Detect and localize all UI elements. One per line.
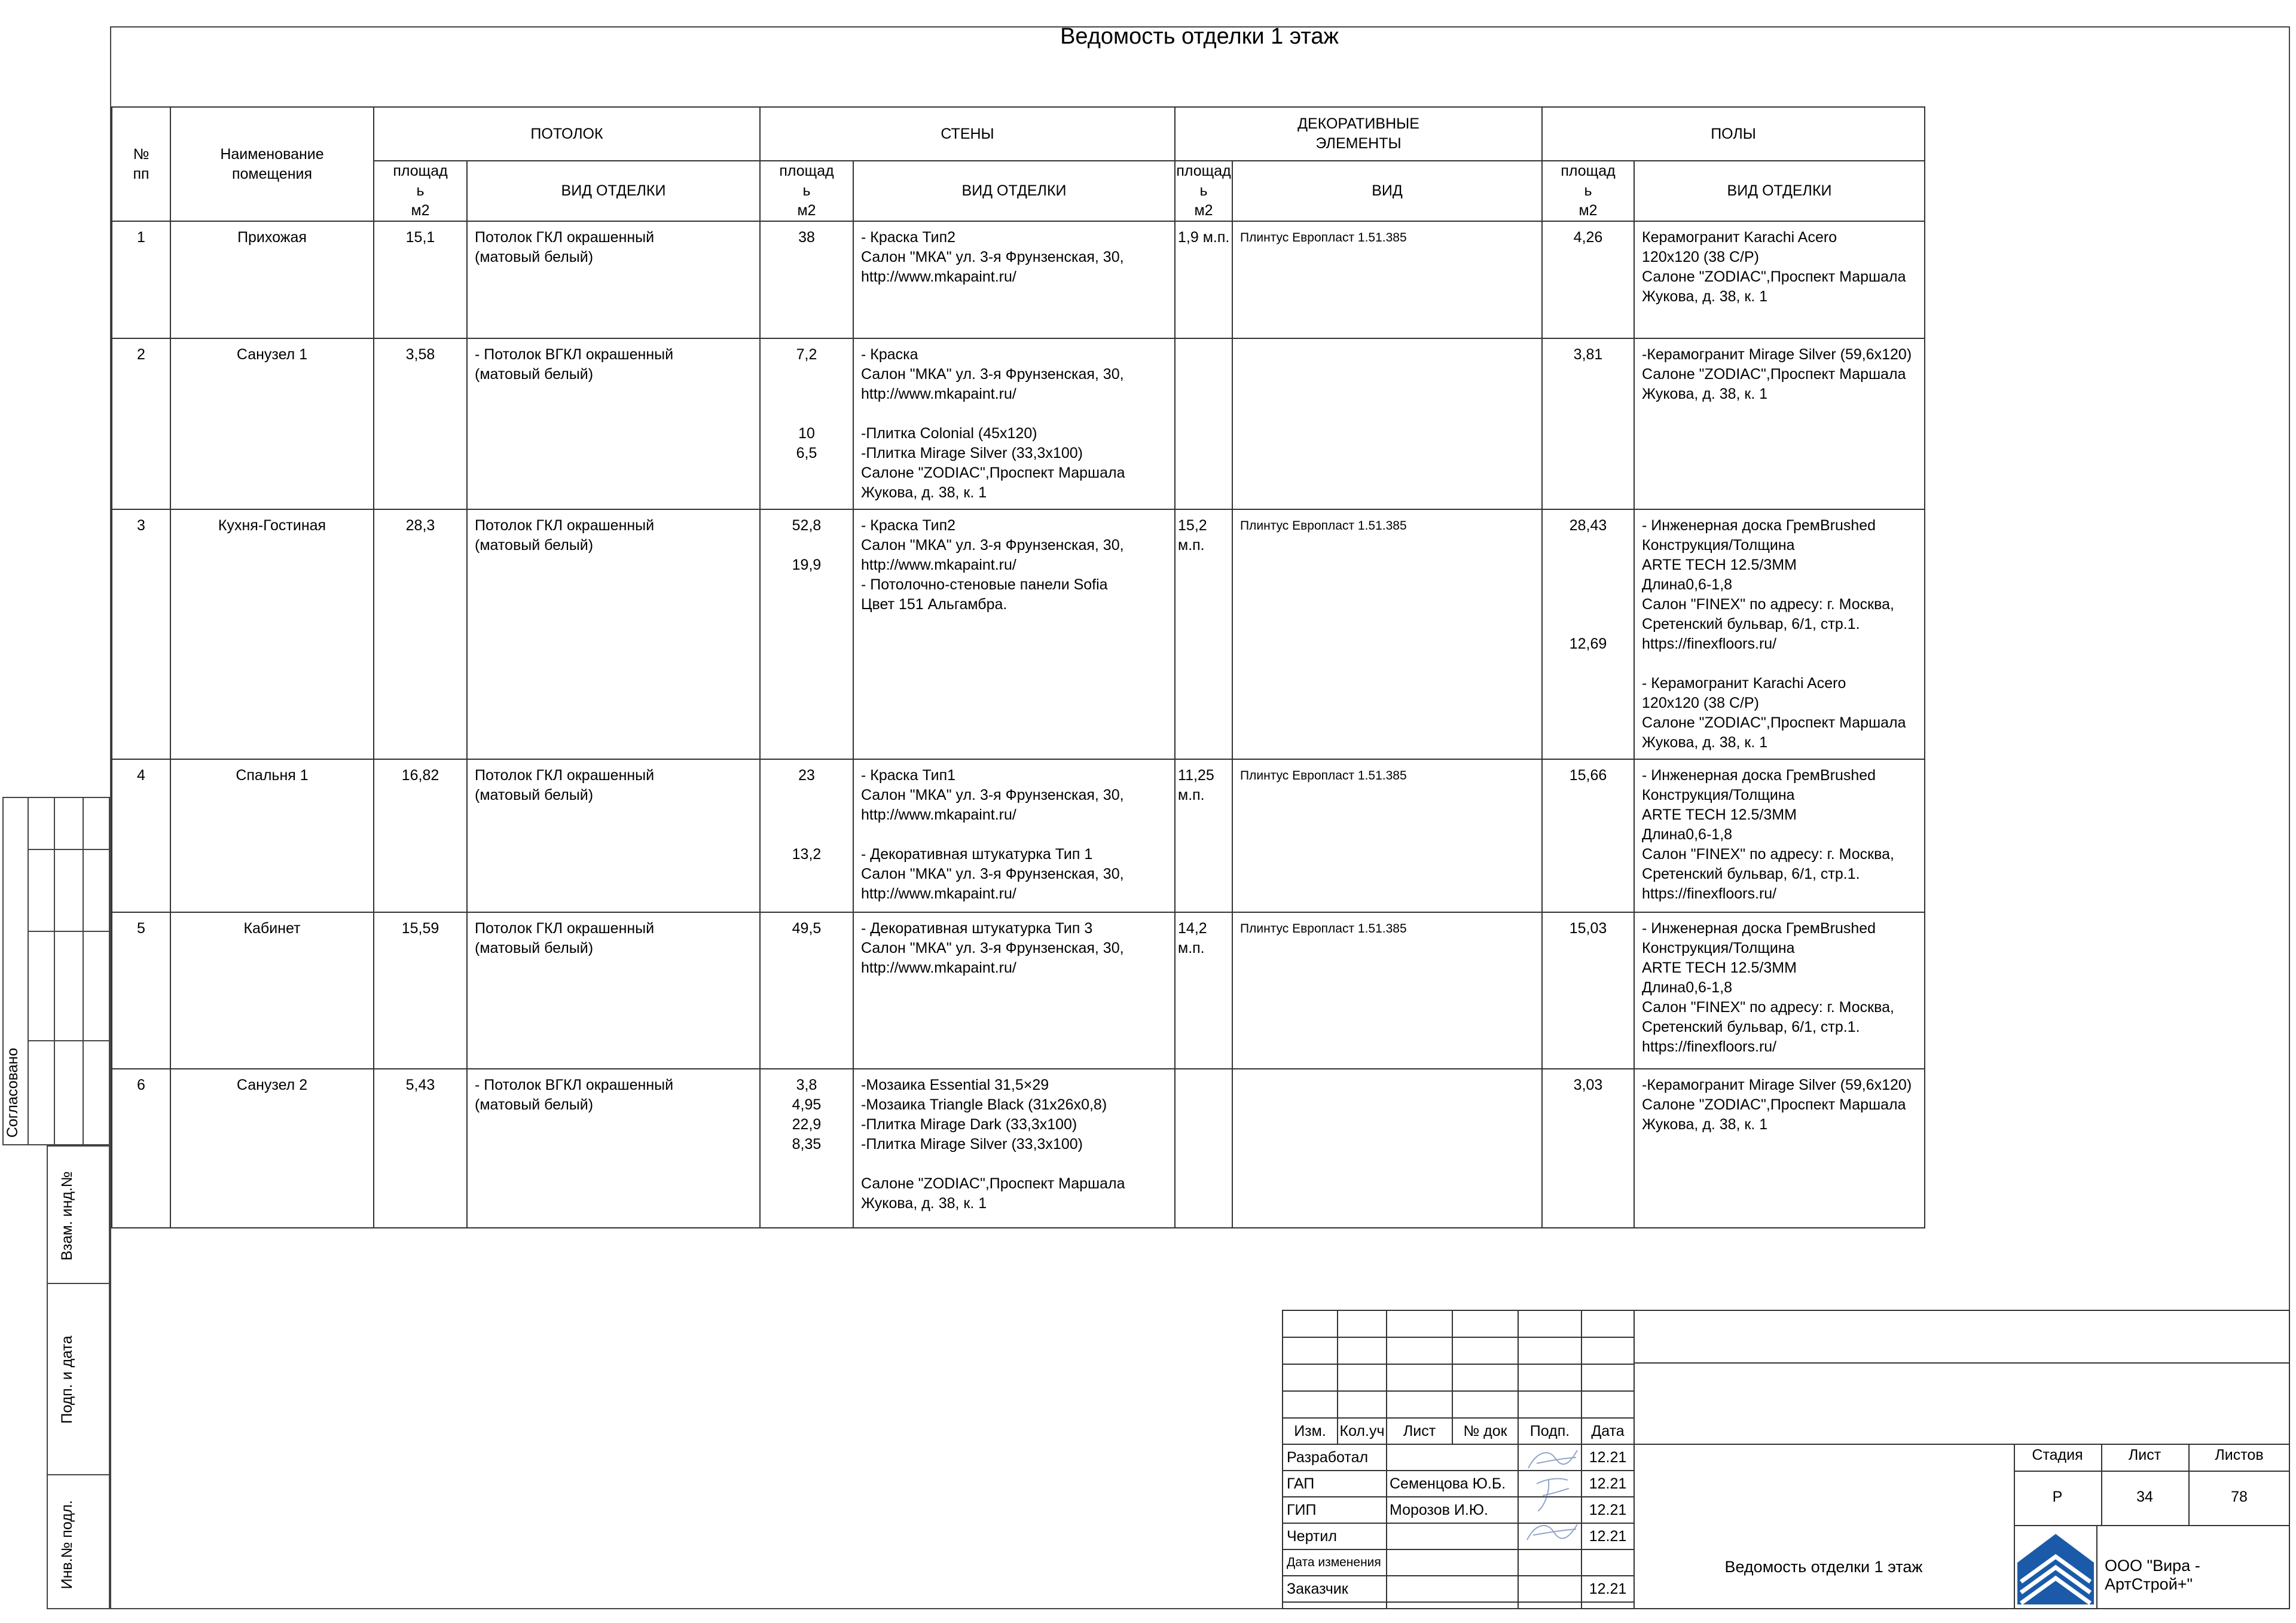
finish-schedule-table bbox=[111, 106, 1925, 1228]
header-room-name: Наименование помещения bbox=[170, 107, 374, 221]
table-row bbox=[112, 338, 1925, 509]
cell-d-kind bbox=[1232, 1069, 1542, 1228]
cell-d-area bbox=[1175, 338, 1232, 509]
sheet-value: 34 bbox=[2136, 1488, 2153, 1505]
cell-d-kind: Плинтус Европласт 1.51.385 bbox=[1232, 221, 1542, 338]
cell-w-finish: - Краска Тип2 Салон "МКА" ул. 3-я Фрунзенская, 30, http://www.mkapaint.ru/ - Потолочно-стеновые панели Sofia Цвет 151 Альгамбра. bbox=[853, 509, 1175, 759]
stamp-person bbox=[1387, 1576, 1518, 1602]
stamp-role: ГАП bbox=[1283, 1471, 1387, 1497]
cell-f-finish: -Керамогранит Mirage Silver (59,6x120) Салоне "ZODIAC",Проспект Маршала Жукова, д. 38, к. 1 bbox=[1634, 1069, 1925, 1228]
table-row bbox=[112, 509, 1925, 759]
stamp-role: ГИП bbox=[1283, 1497, 1387, 1523]
cell-w-finish: -Мозаика Essential 31,5×29 -Мозаика Triangle Black (31x26x0,8) -Плитка Mirage Dark (33,3x100) -Плитка Mirage Silver (33,3x100) Салоне "ZODIAC",Проспект Маршала Жукова, д. 38, к. 1 bbox=[853, 1069, 1175, 1228]
cell-num: 5 bbox=[112, 912, 170, 1069]
cell-name: Спальня 1 bbox=[170, 759, 374, 912]
table-row bbox=[112, 221, 1925, 338]
stamp-person bbox=[1387, 1523, 1518, 1549]
table-row bbox=[112, 1069, 1925, 1228]
agreed-label: Согласовано bbox=[4, 1047, 21, 1138]
stamp-date: 12.21 bbox=[1581, 1497, 1634, 1523]
cell-f-finish: - Инженерная доска ГремBrushed Конструкция/Толщина ARTE TECH 12.5/3MM Длина0,6-1,8 Салон "FINEX" по адресу: г. Москва, Сретенский бульвар, 6/1, стр.1. https://finexfloors.ru/ bbox=[1634, 759, 1925, 912]
stamp-signature bbox=[1518, 1576, 1581, 1602]
cell-num: 3 bbox=[112, 509, 170, 759]
header-decor-kind: ВИД bbox=[1232, 161, 1542, 221]
cell-w-finish: - Декоративная штукатурка Тип 3 Салон "МКА" ул. 3-я Фрунзенская, 30, http://www.mkapaint.ru/ bbox=[853, 912, 1175, 1069]
cell-f-area: 28,43 12,69 bbox=[1542, 509, 1634, 759]
cell-c-area: 15,59 bbox=[374, 912, 467, 1069]
cell-d-area: 14,2 м.п. bbox=[1175, 912, 1232, 1069]
cell-c-finish: - Потолок ВГКЛ окрашенный (матовый белый) bbox=[467, 338, 760, 509]
cell-w-finish: - Краска Тип1 Салон "МКА" ул. 3-я Фрунзенская, 30, http://www.mkapaint.ru/ - Декоративная штукатурка Тип 1 Салон "МКА" ул. 3-я Фрунзенская, 30, http://www.mkapaint.ru/ bbox=[853, 759, 1175, 912]
stamp-person: Морозов И.Ю. bbox=[1387, 1497, 1518, 1523]
stamp-date bbox=[1581, 1549, 1634, 1576]
cell-w-finish: - Краска Салон "МКА" ул. 3-я Фрунзенская, 30, http://www.mkapaint.ru/ -Плитка Colonial (45x120) -Плитка Mirage Silver (33,3x100) Салоне "ZODIAC",Проспект Маршала Жукова, д. 38, к. 1 bbox=[853, 338, 1175, 509]
swap-inv-label: Взам. инд.№ bbox=[59, 1171, 75, 1261]
stamp-person: Семенцова Ю.Б. bbox=[1387, 1471, 1518, 1497]
header-ceiling-area: площад ь м2 bbox=[374, 161, 467, 221]
cell-d-kind: Плинтус Европласт 1.51.385 bbox=[1232, 912, 1542, 1069]
cell-name: Кабинет bbox=[170, 912, 374, 1069]
inv-number-label: Инв.№ подл. bbox=[59, 1500, 75, 1590]
stamp-row bbox=[1283, 1549, 1634, 1576]
stage-label: Стадия bbox=[2032, 1447, 2083, 1463]
cell-w-area: 3,8 4,95 22,9 8,35 bbox=[760, 1069, 853, 1228]
stamp-person bbox=[1387, 1444, 1518, 1471]
stamp-date: 12.21 bbox=[1581, 1471, 1634, 1497]
cell-c-finish: Потолок ГКЛ окрашенный (матовый белый) bbox=[467, 759, 760, 912]
stamp-date: 12.21 bbox=[1581, 1523, 1634, 1549]
cell-num: 4 bbox=[112, 759, 170, 912]
cell-name: Кухня-Гостиная bbox=[170, 509, 374, 759]
table-row bbox=[112, 912, 1925, 1069]
cell-name: Санузел 2 bbox=[170, 1069, 374, 1228]
cell-c-area: 3,58 bbox=[374, 338, 467, 509]
cell-name: Прихожая bbox=[170, 221, 374, 338]
cell-num: 1 bbox=[112, 221, 170, 338]
cell-d-kind: Плинтус Европласт 1.51.385 bbox=[1232, 509, 1542, 759]
signature-icon bbox=[1531, 1472, 1573, 1514]
cell-w-area: 38 bbox=[760, 221, 853, 338]
stamp-row bbox=[1283, 1471, 1634, 1497]
stamp-col-sheet: Лист bbox=[1387, 1418, 1452, 1444]
cell-d-area: 1,9 м.п. bbox=[1175, 221, 1232, 338]
cell-w-area: 49,5 bbox=[760, 912, 853, 1069]
cell-f-area: 3,03 bbox=[1542, 1069, 1634, 1228]
cell-f-area: 15,66 bbox=[1542, 759, 1634, 912]
header-ceiling-finish: ВИД ОТДЕЛКИ bbox=[467, 161, 760, 221]
signature-icon bbox=[1525, 1445, 1582, 1473]
cell-c-finish: Потолок ГКЛ окрашенный (матовый белый) bbox=[467, 912, 760, 1069]
cell-f-finish: -Керамогранит Mirage Silver (59,6x120) Салоне "ZODIAC",Проспект Маршала Жукова, д. 38, к. 1 bbox=[1634, 338, 1925, 509]
stamp-doc-title: Ведомость отделки 1 этаж bbox=[1724, 1558, 1923, 1576]
header-decor-area: площад ь м2 bbox=[1175, 161, 1232, 221]
signature-icon bbox=[1523, 1518, 1581, 1546]
cell-c-area: 16,82 bbox=[374, 759, 467, 912]
header-ceiling: ПОТОЛОК bbox=[374, 107, 760, 161]
cell-num: 2 bbox=[112, 338, 170, 509]
stage-value: Р bbox=[2052, 1488, 2063, 1505]
cell-c-area: 28,3 bbox=[374, 509, 467, 759]
stamp-role: Чертил bbox=[1283, 1523, 1387, 1549]
header-walls: СТЕНЫ bbox=[760, 107, 1175, 161]
stamp-row bbox=[1283, 1523, 1634, 1549]
stamp-role: Заказчик bbox=[1283, 1576, 1387, 1602]
cell-w-area: 52,8 19,9 bbox=[760, 509, 853, 759]
cell-f-finish: Керамогранит Karachi Acero 120x120 (38 C/P) Салоне "ZODIAC",Проспект Маршала Жукова, д. 38, к. 1 bbox=[1634, 221, 1925, 338]
cell-f-finish: - Инженерная доска ГремBrushed Конструкция/Толщина ARTE TECH 12.5/3MM Длина0,6-1,8 Салон "FINEX" по адресу: г. Москва, Сретенский бульвар, 6/1, стр.1. https://finexfloors.ru/ - Керамогранит Karachi Acero 120x120 (38 C/P) Салоне "ZODIAC",Проспект Маршала Жукова, д. 38, к. 1 bbox=[1634, 509, 1925, 759]
cell-w-area: 7,2 10 6,5 bbox=[760, 338, 853, 509]
cell-c-finish: Потолок ГКЛ окрашенный (матовый белый) bbox=[467, 509, 760, 759]
sheet-label: Лист bbox=[2128, 1447, 2161, 1463]
stamp-col-date: Дата bbox=[1581, 1418, 1634, 1444]
stamp-person bbox=[1387, 1549, 1518, 1576]
stamp-col-count: Кол.уч bbox=[1338, 1418, 1387, 1444]
company-logo-icon bbox=[2017, 1530, 2094, 1604]
header-floors-finish: ВИД ОТДЕЛКИ bbox=[1634, 161, 1925, 221]
table-row bbox=[112, 759, 1925, 912]
cell-f-area: 3,81 bbox=[1542, 338, 1634, 509]
cell-name: Санузел 1 bbox=[170, 338, 374, 509]
stamp-col-change: Изм. bbox=[1283, 1418, 1338, 1444]
stamp-role: Дата изменения bbox=[1283, 1549, 1387, 1576]
cell-c-finish: - Потолок ВГКЛ окрашенный (матовый белый) bbox=[467, 1069, 760, 1228]
header-num: № пп bbox=[112, 107, 170, 221]
header-decor: ДЕКОРАТИВНЫЕ ЭЛЕМЕНТЫ bbox=[1175, 107, 1542, 161]
cell-d-area bbox=[1175, 1069, 1232, 1228]
sheet-title: Ведомость отделки 1 этаж bbox=[1060, 24, 1339, 49]
header-walls-finish: ВИД ОТДЕЛКИ bbox=[853, 161, 1175, 221]
cell-d-area: 15,2 м.п. bbox=[1175, 509, 1232, 759]
cell-c-area: 5,43 bbox=[374, 1069, 467, 1228]
cell-c-finish: Потолок ГКЛ окрашенный (матовый белый) bbox=[467, 221, 760, 338]
cell-f-area: 4,26 bbox=[1542, 221, 1634, 338]
stamp-date: 12.21 bbox=[1581, 1576, 1634, 1602]
stamp-date: 12.21 bbox=[1581, 1444, 1634, 1471]
stamp-col-sign: Подп. bbox=[1518, 1418, 1581, 1444]
sheets-label: Листов bbox=[2215, 1447, 2264, 1463]
sheets-value: 78 bbox=[2231, 1488, 2248, 1505]
stamp-row bbox=[1283, 1497, 1634, 1523]
header-floors: ПОЛЫ bbox=[1542, 107, 1925, 161]
cell-w-finish: - Краска Тип2 Салон "МКА" ул. 3-я Фрунзенская, 30, http://www.mkapaint.ru/ bbox=[853, 221, 1175, 338]
stamp-row bbox=[1283, 1576, 1634, 1602]
sign-date-label: Подп. и дата bbox=[59, 1335, 75, 1424]
company-name: ООО "Вира - АртСтрой+" bbox=[2105, 1557, 2200, 1593]
header-floors-area: площад ь м2 bbox=[1542, 161, 1634, 221]
cell-w-area: 23 13,2 bbox=[760, 759, 853, 912]
cell-d-kind: Плинтус Европласт 1.51.385 bbox=[1232, 759, 1542, 912]
cell-c-area: 15,1 bbox=[374, 221, 467, 338]
header-walls-area: площад ь м2 bbox=[760, 161, 853, 221]
cell-d-area: 11,25 м.п. bbox=[1175, 759, 1232, 912]
cell-f-area: 15,03 bbox=[1542, 912, 1634, 1069]
stamp-role: Разработал bbox=[1283, 1444, 1387, 1471]
stamp-col-docnum: № док bbox=[1452, 1418, 1518, 1444]
stamp-signature bbox=[1518, 1549, 1581, 1576]
cell-d-kind bbox=[1232, 338, 1542, 509]
cell-f-finish: - Инженерная доска ГремBrushed Конструкция/Толщина ARTE TECH 12.5/3MM Длина0,6-1,8 Салон "FINEX" по адресу: г. Москва, Сретенский бульвар, 6/1, стр.1. https://finexfloors.ru/ bbox=[1634, 912, 1925, 1069]
cell-num: 6 bbox=[112, 1069, 170, 1228]
